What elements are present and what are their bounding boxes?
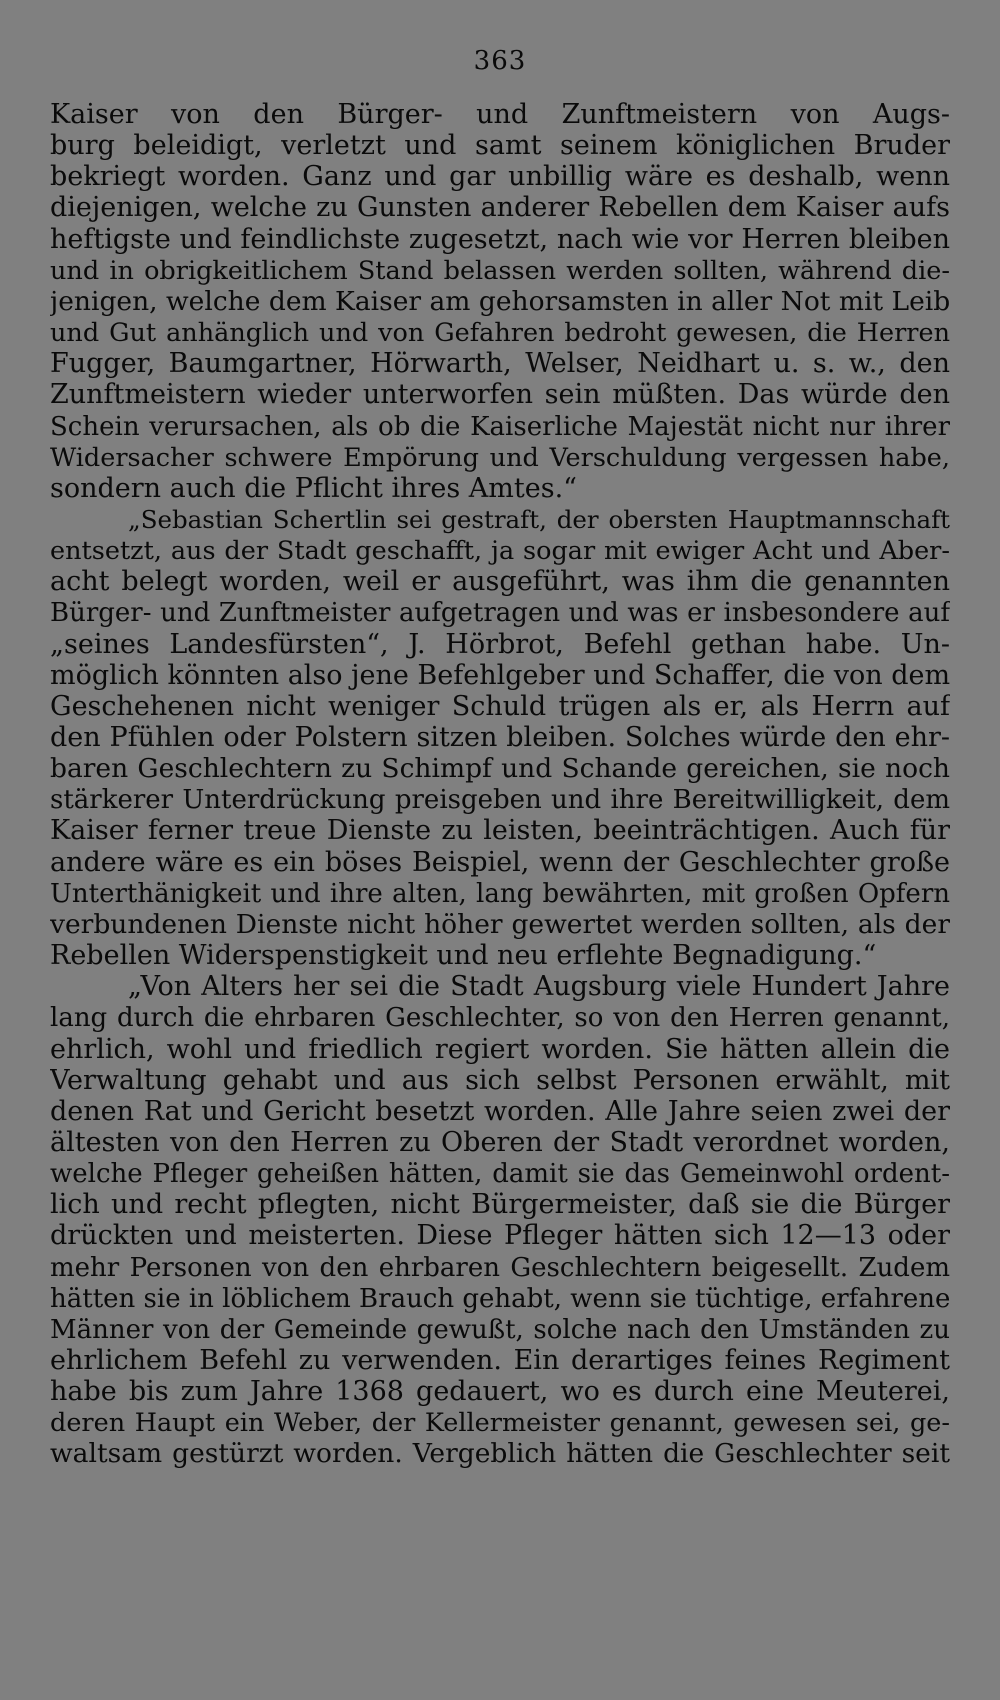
text-line: ehrlich, wohl und friedlich regiert worden. Sie hätten allein die	[50, 1033, 950, 1065]
text-line: „Von Alters her sei die Stadt Augsburg viele Hundert Jahre	[128, 971, 950, 1003]
text-line: Kaiser von den Bürger- und Zunftmeistern von Augs-	[50, 99, 950, 130]
text-line: Rebellen Widerspenstigkeit und neu erflehte Begnadigung.“	[50, 940, 877, 972]
text-line: Schein verursachen, als ob die Kaiserliche Majestät nicht nur ihrer	[50, 411, 950, 442]
text-line: Fugger, Baumgartner, Hörwarth, Welser, Neidhart u. s. w., den	[50, 348, 950, 380]
text-line: und in obrigkeitlichem Stand belassen werden sollten, während die-	[50, 255, 950, 286]
text-line: „Sebastian Schertlin sei gestraft, der obersten Hauptmannschaft	[128, 504, 950, 534]
text-line: Unterthänigkeit und ihre alten, lang bewährten, mit großen Opfern	[50, 878, 950, 909]
text-line: hätten sie in löblichem Brauch gehabt, wenn sie tüchtige, erfahrene	[50, 1283, 950, 1314]
text-line: deren Haupt ein Weber, der Kellermeister genannt, gewesen sei, ge-	[50, 1408, 950, 1439]
text-line: burg beleidigt, verletzt und samt seinem königlichen Bruder	[50, 130, 950, 162]
text-line: und Gut anhänglich und von Gefahren bedroht gewesen, die Herren	[50, 318, 950, 349]
text-line: andere wäre es ein böses Beispiel, wenn der Geschlechter große	[50, 846, 950, 878]
text-line: diejenigen, welche zu Gunsten anderer Rebellen dem Kaiser aufs	[50, 192, 950, 224]
text-line: Bürger- und Zunftmeister aufgetragen und was er insbesondere auf	[50, 598, 950, 629]
text-line: verbundenen Dienste nicht höher gewertet werden sollten, als der	[50, 908, 950, 940]
text-line: entsetzt, aus der Stadt geschafft, ja sogar mit ewiger Acht und Aber-	[50, 536, 950, 567]
text-line: denen Rat und Gericht besetzt worden. Alle Jahre seien zwei der	[50, 1095, 950, 1127]
text-line: Geschehenen nicht weniger Schuld trügen als er, als Herrn auf	[50, 690, 950, 722]
text-line: welche Pfleger geheißen hätten, damit sie das Gemeinwohl ordent-	[50, 1159, 950, 1190]
text-line: stärkerer Unterdrückung preisgeben und ihre Bereitwilligkeit, dem	[50, 785, 950, 816]
text-line: baren Geschlechtern zu Schimpf und Schande gereichen, sie noch	[50, 753, 950, 785]
text-line: den Pfühlen oder Polstern sitzen bleiben. Solches würde den ehr-	[50, 722, 950, 753]
page-number: 363	[473, 46, 527, 76]
text-line: „seines Landesfürsten“, J. Hörbrot, Befehl gethan habe. Un-	[50, 628, 950, 660]
text-line: Verwaltung gehabt und aus sich selbst Personen erwählt, mit	[50, 1064, 950, 1096]
text-line: heftigste und feindlichste zugesetzt, nach wie vor Herren bleiben	[50, 223, 950, 255]
text-line: ältesten von den Herren zu Oberen der Stadt verordnet worden,	[50, 1126, 950, 1158]
text-line: ehrlichem Befehl zu verwenden. Ein derartiges feines Regiment	[50, 1345, 950, 1376]
text-line: drückten und meisterten. Diese Pfleger hätten sich 12—13 oder	[50, 1220, 950, 1252]
text-line: lang durch die ehrbaren Geschlechter, so von den Herren genannt,	[50, 1003, 950, 1034]
text-line: acht belegt worden, weil er ausgeführt, was ihm die genannten	[50, 566, 950, 598]
text-line: möglich könnten also jene Befehlgeber und Schaffer, die von dem	[50, 659, 950, 691]
text-line: Kaiser ferner treue Dienste zu leisten, beeinträchtigen. Auch für	[50, 815, 950, 847]
text-line: habe bis zum Jahre 1368 gedauert, wo es durch eine Meuterei,	[50, 1376, 950, 1408]
text-line: sondern auch die Pflicht ihres Amtes.“	[50, 472, 577, 504]
text-line: Widersacher schwere Empörung und Verschuldung vergessen habe,	[50, 442, 950, 473]
text-line: mehr Personen von den ehrbaren Geschlechtern beigesellt. Zudem	[50, 1252, 950, 1283]
text-line: jenigen, welche dem Kaiser am gehorsamsten in aller Not mit Leib	[50, 285, 950, 317]
text-line: Männer von der Gemeinde gewußt, solche nach den Umständen zu	[50, 1314, 950, 1345]
text-line: waltsam gestürzt worden. Vergeblich hätten die Geschlechter seit	[50, 1438, 950, 1470]
text-line: Zunftmeistern wieder unterworfen sein müßten. Das würde den	[50, 379, 950, 411]
text-line: bekriegt worden. Ganz und gar unbillig wäre es deshalb, wenn	[50, 161, 950, 193]
text-line: lich und recht pflegten, nicht Bürgermeister, daß sie die Bürger	[50, 1189, 950, 1221]
